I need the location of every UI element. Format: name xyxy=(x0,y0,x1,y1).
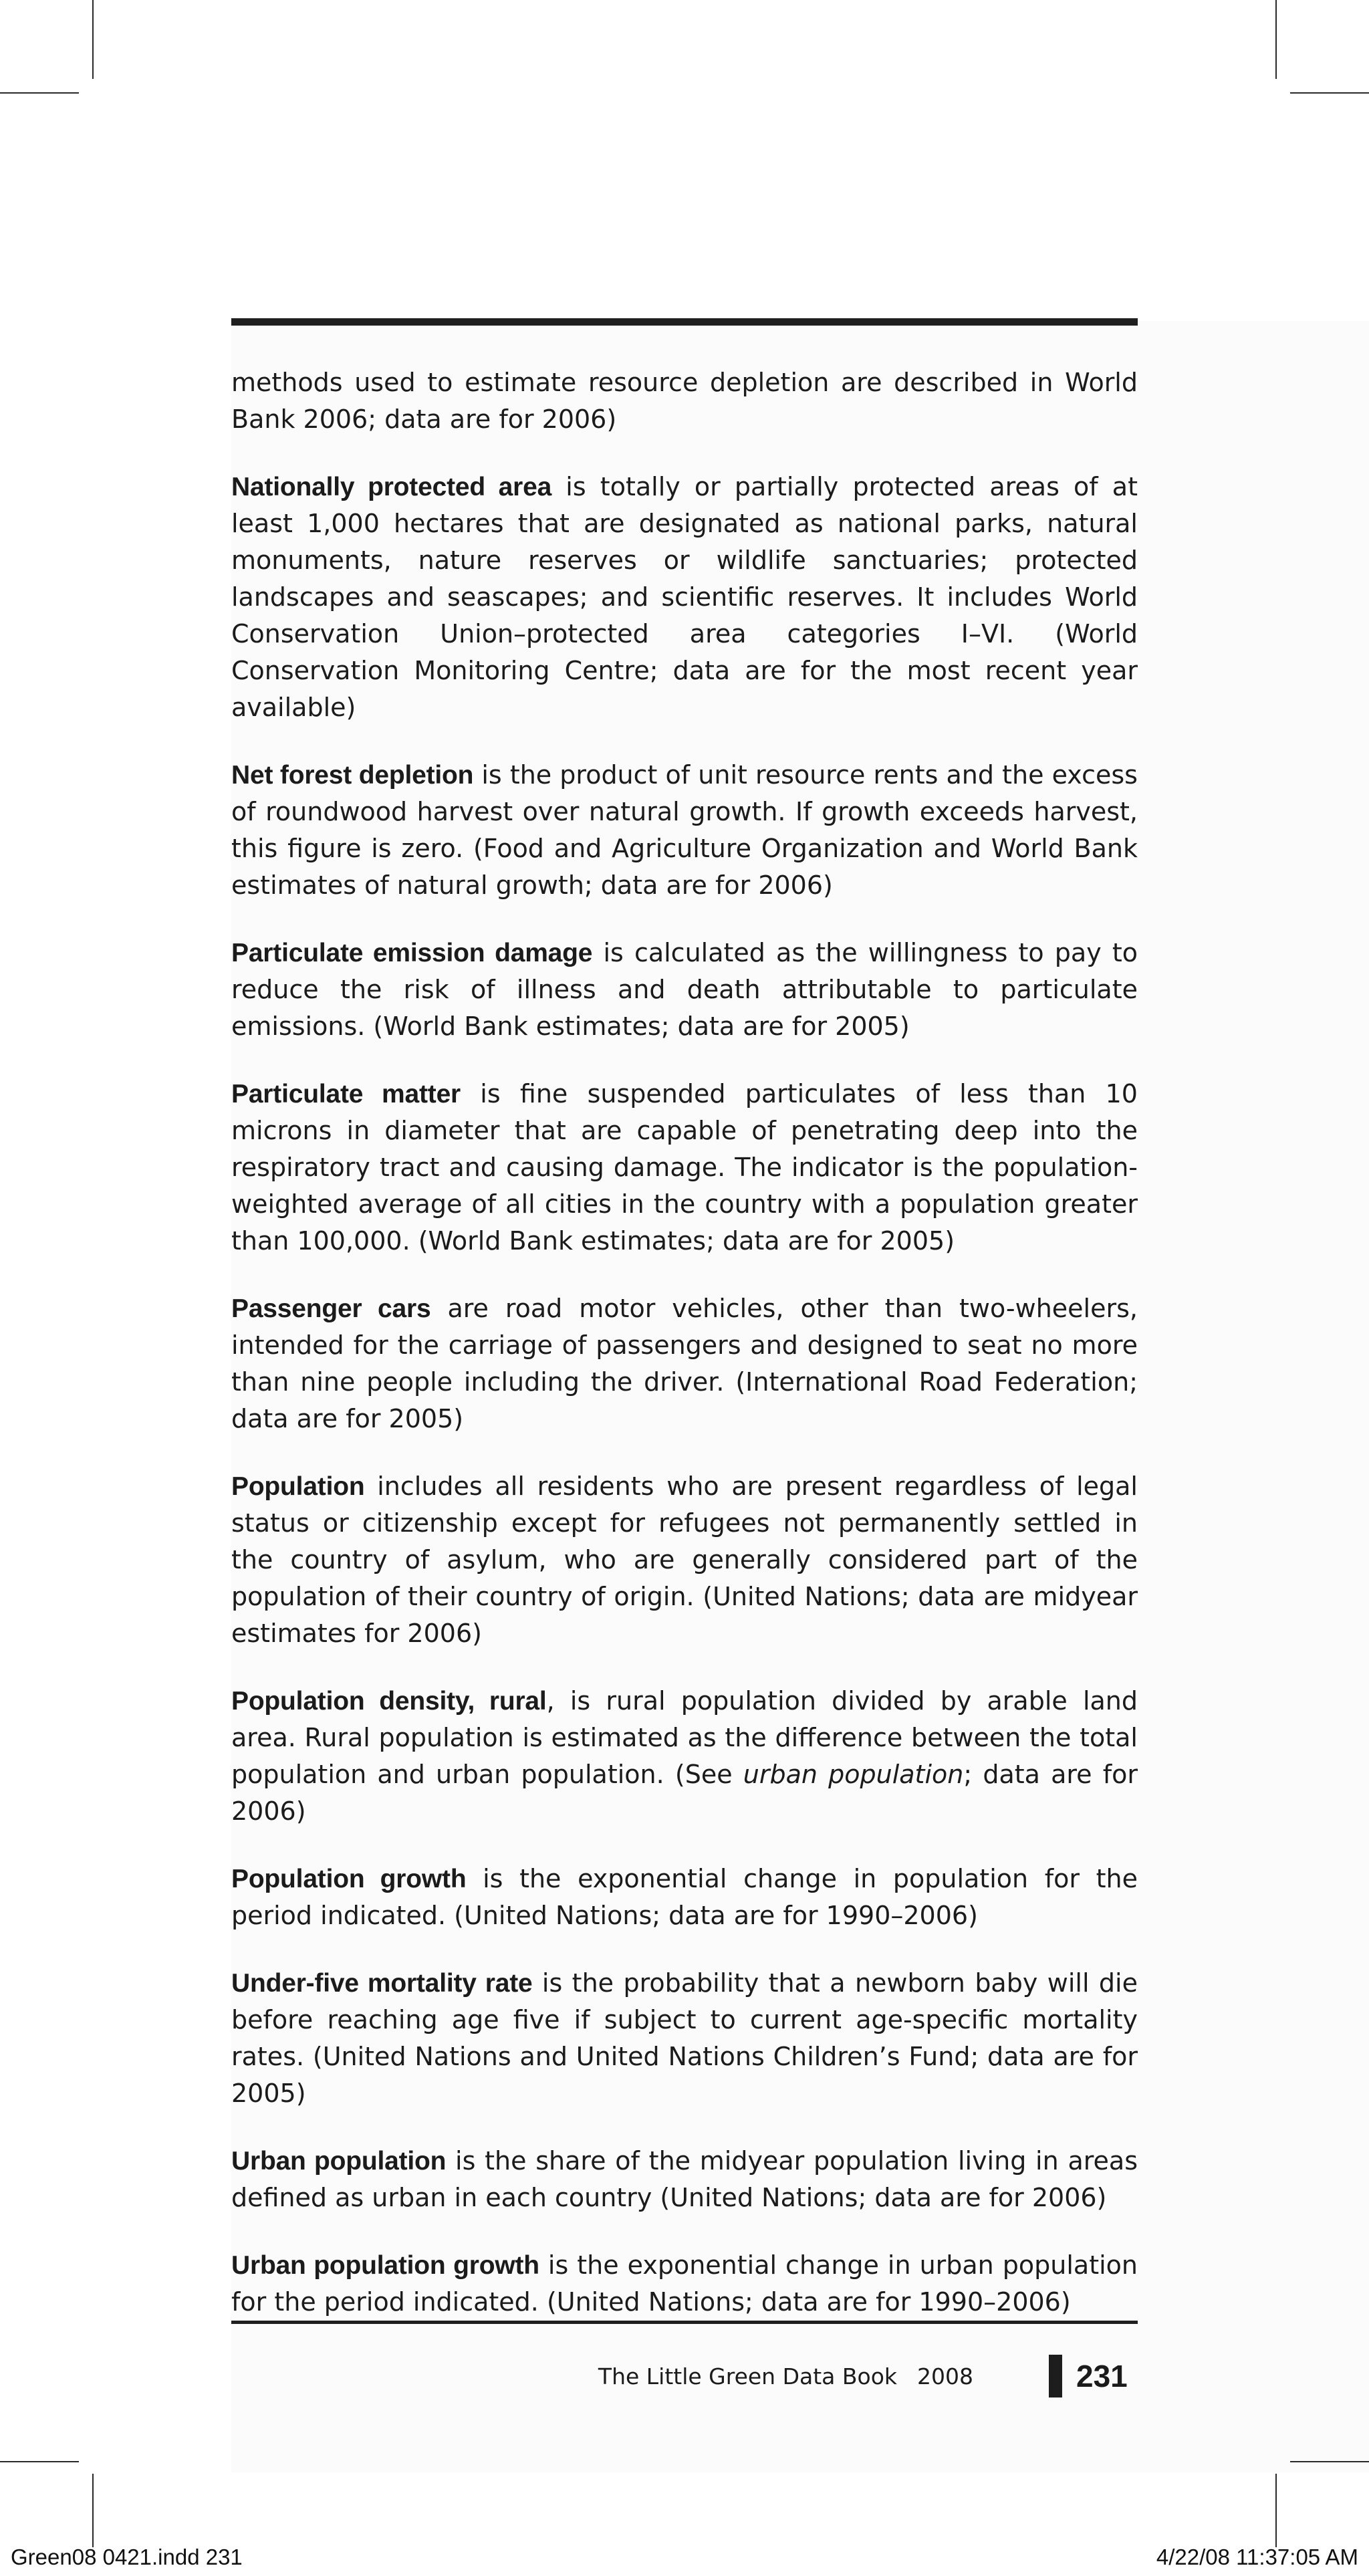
glossary-term: Under-five mortality rate xyxy=(231,1969,533,1998)
intro-text: methods used to estimate resource depletion are described in World Bank 2006; data are for 2006) xyxy=(231,368,1138,434)
top-rule xyxy=(231,318,1138,326)
glossary-term: Nationally protected area xyxy=(231,473,552,501)
glossary-definition-end: ; data are for 2006) xyxy=(231,1760,1138,1826)
print-slug-file: Green08 0421.indd 231 xyxy=(11,2545,243,2569)
book-title: The Little Green Data Book xyxy=(598,2363,898,2389)
glossary-entry-population xyxy=(231,1468,1138,1652)
glossary-definition: is the exponential change in urban population for the period indicated. (United Nations; data are for 1990–2006) xyxy=(231,2250,1138,2317)
glossary-definition: is totally or partially protected areas of at least 1,000 hectares that are designated as national parks, natural monuments, nature reserves or wildlife sanctuaries; protected landscapes and seascapes; and scientific reserves. It includes World Conservation Union–protected area categories I–VI. (World Conservation Monitoring Centre; data are for the most recent year available) xyxy=(231,472,1138,722)
glossary-definition: includes all residents who are present regardless of legal status or citizenship except for refugees not permanently settled in the country of asylum, who are generally considered part of the population of their country of origin. (United Nations; data are midyear estimates for 2006) xyxy=(231,1472,1138,1648)
page-number: 231 xyxy=(1076,2359,1128,2393)
glossary-term: Particulate emission damage xyxy=(231,939,593,967)
book-year: 2008 xyxy=(917,2363,973,2389)
glossary-term: Passenger cars xyxy=(231,1294,431,1323)
glossary-entry-population-density-rural xyxy=(231,1683,1138,1830)
glossary-term: Urban population xyxy=(231,2147,447,2176)
glossary-term: Particulate matter xyxy=(231,1080,461,1108)
glossary-entry-urban-population-growth xyxy=(231,2247,1138,2321)
crop-mark-top-right-vertical xyxy=(1275,0,1277,79)
crop-mark-top-right-horizontal xyxy=(1290,92,1369,94)
glossary-entry-population-growth xyxy=(231,1861,1138,1934)
glossary-entry-urban-population xyxy=(231,2143,1138,2216)
glossary-body xyxy=(231,364,1138,2351)
glossary-entry-particulate-emission-damage xyxy=(231,935,1138,1045)
glossary-term: Population density, rural xyxy=(231,1687,547,1716)
crop-mark-bottom-left-horizontal xyxy=(0,2461,79,2462)
cross-reference-term: urban population xyxy=(743,1760,964,1789)
crop-mark-top-left-horizontal xyxy=(0,92,79,94)
glossary-definition: are road motor vehicles, other than two-wheelers, intended for the carriage of passengers and designed to seat no more than nine people including the driver. (International Road Federation; data are for 2005) xyxy=(231,1294,1138,1433)
glossary-term: Population growth xyxy=(231,1865,467,1893)
glossary-definition: is the share of the midyear population living in areas defined as urban in each country (United Nations; data are for 2006) xyxy=(231,2146,1138,2212)
glossary-term: Population xyxy=(231,1472,365,1501)
glossary-entry-under-five-mortality-rate xyxy=(231,1965,1138,2112)
crop-mark-bottom-right-vertical xyxy=(1275,2474,1277,2547)
crop-mark-bottom-right-horizontal xyxy=(1290,2461,1369,2462)
glossary-definition: is the product of unit resource rents and the excess of roundwood harvest over natural growth. If growth exceeds harvest, this figure is zero. (Food and Agriculture Organization and World Bank estimates of natural growth; data are for 2006) xyxy=(231,760,1138,900)
glossary-term: Urban population growth xyxy=(231,2251,539,2280)
glossary-entry-net-forest-depletion xyxy=(231,757,1138,904)
glossary-entry-nationally-protected-area xyxy=(231,469,1138,726)
glossary-definition: is the exponential change in population for the period indicated. (United Nations; data are for 1990–2006) xyxy=(231,1864,1138,1930)
glossary-entry-passenger-cars xyxy=(231,1290,1138,1437)
glossary-definition: is fine suspended particulates of less than 10 microns in diameter that are capable of penetrating deep into the respiratory tract and causing damage. The indicator is the population-weighted average of all cities in the country with a population greater than 100,000. (World Bank estimates; data are for 2005) xyxy=(231,1079,1138,1256)
intro-paragraph xyxy=(231,364,1138,438)
print-slug-timestamp: 4/22/08 11:37:05 AM xyxy=(1156,2545,1358,2569)
glossary-term: Net forest depletion xyxy=(231,761,474,790)
glossary-definition: is calculated as the willingness to pay to reduce the risk of illness and death attributable to particulate emissions. (World Bank estimates; data are for 2005) xyxy=(231,938,1138,1041)
running-footer xyxy=(566,2363,973,2390)
crop-mark-bottom-left-vertical xyxy=(92,2474,94,2547)
footer-rule xyxy=(231,2321,1138,2324)
glossary-entry-particulate-matter xyxy=(231,1076,1138,1260)
crop-mark-top-left-vertical xyxy=(92,0,94,79)
glossary-definition: , is rural population divided by arable land area. Rural population is estimated as the difference between the total population and urban population. (See xyxy=(231,1686,1138,1789)
page-marker-bar xyxy=(1049,2355,1062,2397)
glossary-definition: is the probability that a newborn baby will die before reaching age five if subject to current age-specific mortality rates. (United Nations and United Nations Children’s Fund; data are for 2005) xyxy=(231,1968,1138,2108)
